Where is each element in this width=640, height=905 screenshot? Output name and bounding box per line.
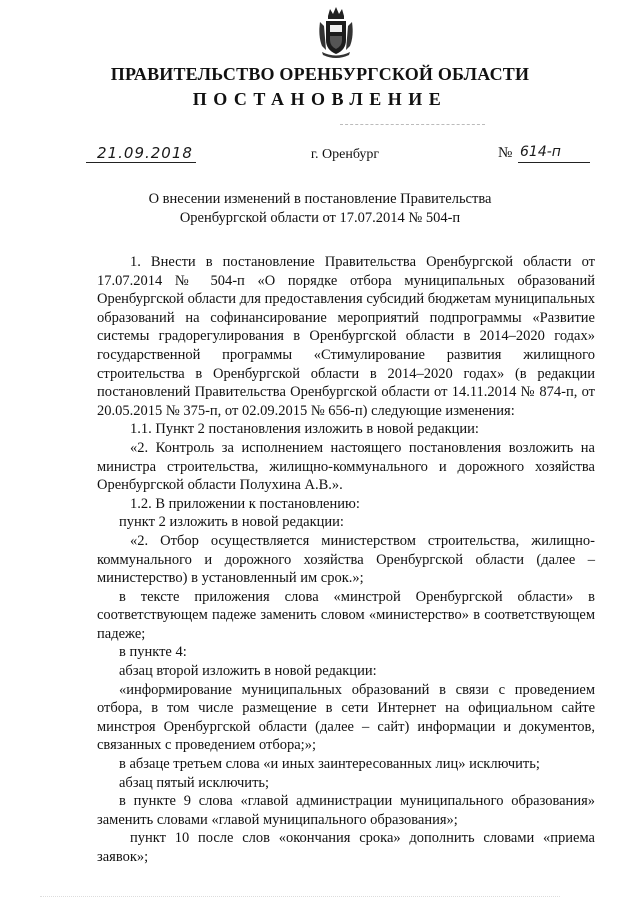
header-divider xyxy=(340,124,485,125)
body-paragraph: 1.2. В приложении к постановлению: xyxy=(130,495,360,512)
body-paragraph: абзац второй изложить в новой редакции: xyxy=(119,663,377,680)
subject-line: Оренбургской области от 17.07.2014 № 504-п xyxy=(179,210,461,226)
subject-line: О внесении изменений в постановление Правительства xyxy=(148,191,492,207)
body-paragraph: 1. Внести в постановление Правительства Оренбургской области от 17.07.2014 № 504-п «О порядке отбора муниципальных образований Оренбургской области для предоставления субсидий бюджетам муниципальных образований на софинансирование мероприятий подпрограммы «Развитие системы градорегулирования в Оренбургской области в 2014–2020 годах» государственной программы «Стимулирование развития жилищного строительства в Оренбургской области в 2014–2020 годах» (в редакции постановлений Правительства Оренбургской области от 14.11.2014 № 874-п, от 20.05.2015 № 375-п, от 02.09.2015 № 656-п) следующие изменения: xyxy=(97,254,595,419)
document-number-label: № xyxy=(498,145,513,161)
body-paragraph: в тексте приложения слова «минстрой Оренбургской области» в соответствующем падеже заменить словом «министерство» в соответствующем падеже; xyxy=(97,588,595,642)
body-paragraph: пункт 10 после слов «окончания срока» дополнить словами «приема заявок»; xyxy=(97,830,595,865)
coat-of-arms-icon xyxy=(316,6,356,58)
body-paragraph: «2. Контроль за исполнением настоящего постановления возложить на министра строительства, жилищно-коммунального и дорожного хозяйства Оренбургской области Полухина А.В.». xyxy=(97,439,595,494)
doc-type-heading: ПОСТАНОВЛЕНИЕ xyxy=(192,89,448,109)
document-subject xyxy=(0,190,640,228)
document-date: 21.09.2018 xyxy=(97,144,193,162)
body-paragraph: пункт 2 изложить в новой редакции: xyxy=(119,514,344,531)
date-underline xyxy=(86,162,196,163)
document-city: г. Оренбург xyxy=(310,147,380,162)
scan-edge-marks xyxy=(40,896,560,897)
org-title: ПРАВИТЕЛЬСТВО ОРЕНБУРГСКОЙ ОБЛАСТИ xyxy=(110,64,530,84)
body-paragraph: абзац пятый исключить; xyxy=(119,774,270,791)
body-paragraph: в пункте 4: xyxy=(119,644,187,661)
body-paragraph: в пункте 9 слова «главой администрации муниципального образования» заменить словами «главой муниципального образования»; xyxy=(97,793,595,828)
body-paragraph: «информирование муниципальных образований в связи с проведением отбора, в том числе размещение в сети Интернет на официальном сайте минстроя Оренбургской области (далее – сайт) информации и документов, связанных с проведением отбора;»; xyxy=(97,681,595,754)
body-paragraph: «2. Отбор осуществляется министерством строительства, жилищно-коммунального и дорожного хозяйства Оренбургской области (далее – министерство) в установленный им срок.»; xyxy=(97,532,595,587)
document-body xyxy=(97,253,595,867)
body-paragraph: 1.1. Пункт 2 постановления изложить в новой редакции: xyxy=(130,421,479,438)
body-paragraph: в абзаце третьем слова «и иных заинтересованных лиц» исключить; xyxy=(119,756,540,773)
document-number: 614-п xyxy=(520,144,561,160)
number-underline xyxy=(518,162,590,163)
